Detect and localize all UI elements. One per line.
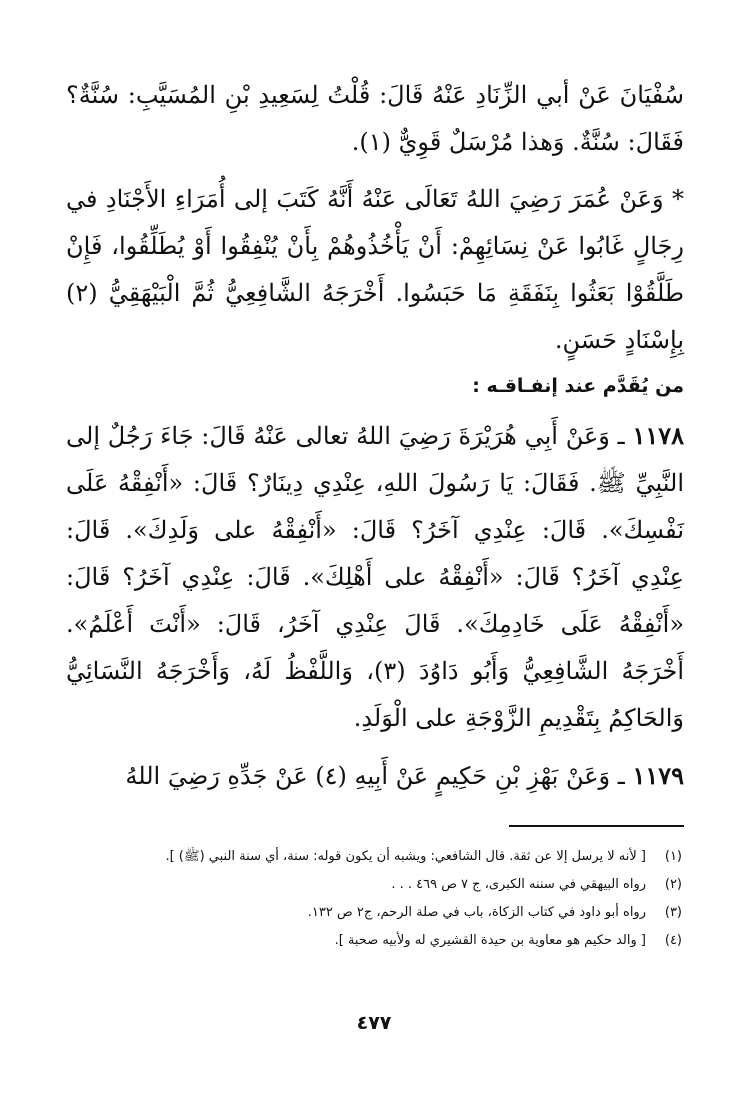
paragraph-sufyan: سُفْيَانَ عَنْ أبي الزِّنَادِ عَنْهُ قَالَ: قُلْتُ لِسَعِيدِ بْنِ المُسَيَّبِ: سُنَّةٌ؟ فَقَالَ: سُنَّةٌ. وَهذا مُرْسَلٌ قَوِيٌّ (١). [66, 81, 684, 156]
footnote [66, 843, 682, 871]
hadith-text: ـ وَعَنْ بَهْزِ بْنِ حَكِيمٍ عَنْ أَبِيهِ (٤) عَنْ جَدِّهِ رَضِيَ اللهُ [125, 762, 625, 790]
section-heading: من يُقَدَّم عند إنفـاقـه : [472, 375, 684, 397]
hadith-number: ١١٧٩ [632, 761, 684, 790]
hadith-number: ١١٧٨ [632, 421, 684, 450]
footnote-mark: (٣) [664, 905, 682, 920]
hadith-1179 [66, 752, 684, 800]
page-number: ٤٧٧ [356, 1012, 392, 1034]
main-text [66, 72, 684, 800]
footnote [66, 871, 682, 899]
footnote-text: رواه البيهقي في سننه الكبرى، ج ٧ ص ٤٦٩ . . . [391, 877, 646, 892]
paragraph-umar: * وَعَنْ عُمَرَ رَضِيَ اللهُ تَعَالَى عَنْهُ أَنَّهُ كَتَبَ إلى أُمَرَاءِ الأَجْنَادِ في رِجَالٍ غَابُوا عَنْ نِسَائِهِمْ: أَنْ يَأْخُذُوهُمْ بِأَنْ يُنْفِقُوا أَوْ يُطَلِّقُوا، فَإِنْ طَلَّقُوْا بَعَثُوا بِنَفَقَةِ مَا حَبَسُوا. أَخْرَجَهُ الشَّافِعِيُّ ثُمَّ الْبَيْهَقِيُّ (٢) بِإِسْنَادٍ حَسَنٍ. [66, 185, 684, 354]
footnote-mark: (٤) [664, 933, 682, 948]
hadith-1178 [66, 412, 684, 742]
footnote-separator [509, 825, 684, 827]
footnotes [66, 843, 682, 955]
footnote-text: [ لأنه لا يرسل إلا عن ثقة. قال الشافعي: ويشبه أن يكون قوله: سنة، أي سنة النبي (ﷺ) ]. [165, 849, 646, 864]
footnote-text: [ والد حكيم هو معاوية بن حيدة القشيري له ولأبيه صحبة ]. [334, 933, 646, 948]
footnote [66, 899, 682, 927]
footnote-mark: (٢) [664, 877, 682, 892]
footnote-mark: (١) [664, 849, 682, 864]
hadith-text: ـ وَعَنْ أَبِي هُرَيْرَةَ رَضِيَ اللهُ تعالى عَنْهُ قَالَ: جَاءَ رَجُلٌ إلى النَّبِيِّ ﷺ. فَقَالَ: يَا رَسُولَ اللهِ، عِنْدِي دِينَارٌ؟ قَالَ: «أَنْفِقْهُ عَلَى نَفْسِكَ». قَالَ: عِنْدِي آخَرُ؟ قَالَ: «أَنْفِقْهُ على وَلَدِكَ». قَالَ: عِنْدِي آخَرُ؟ قَالَ: «أَنْفِقْهُ على أَهْلِكَ». قَالَ: عِنْدِي آخَرُ؟ قَالَ: «أَنْفِقْهُ عَلَى خَادِمِكَ». قَالَ عِنْدِي آخَرُ، قَالَ: «أَنْتَ أَعْلَمُ». أَخْرَجَهُ الشَّافِعِيُّ وَأَبُو دَاوُدَ (٣)، وَاللَّفْظُ لَهُ، وَأَخْرَجَهُ النَّسَائِيُّ وَالحَاكِمُ بِتَقْدِيمِ الزَّوْجَةِ على الْوَلَدِ. [66, 422, 684, 732]
footnote-text: رواه أبو داود في كتاب الزكاة، باب في صلة الرحم، ج٢ ص ١٣٢. [307, 905, 646, 920]
footnote [66, 927, 682, 955]
